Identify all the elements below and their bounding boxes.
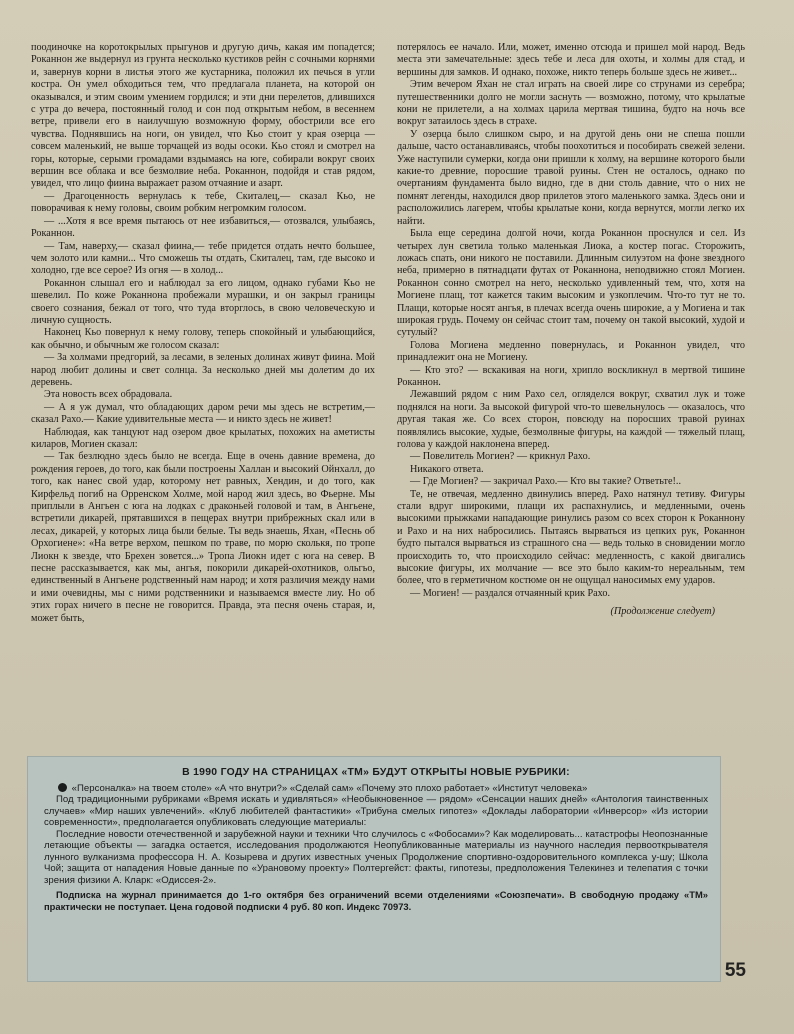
bullet-icon — [58, 783, 67, 792]
left-text-column — [31, 42, 375, 625]
paragraph: Этим вечером Яхан не стал играть на своей лире со струнами из серебра; путешественники долго не могли заснуть — возможно, потому, что крылатые кони не прилетели, а на холмах царила мертвая тишина, будто на ночь все вокруг затаилось здесь в страхе. — [397, 79, 745, 128]
announcement-box — [27, 756, 721, 982]
paragraph: — Там, наверху,— сказал фиина,— тебе придется отдать нечто большее, чем золото или камни... Что сможешь ты отдать, Скиталец, там, где высоко и холодно, где все серое? Из огня — в холод... — [31, 240, 375, 277]
paragraph: — Могиен! — раздался отчаянный крик Рахо. — [410, 587, 611, 599]
paragraph: поодиночке на коротокрылых прыгунов и другую дичь, какая им попадется; Роканнон же выдернул из грунта несколько кустиков рейн с сочными корнями и, завернув корни в листья этого же кустарника, положил их печься в угли костра. Он умел обходиться тем, что предлагала планета, на которой он оказывался, и этим своим умением гордился; и эти дни перелетов, длившихся с утра до вечера, постоянный голод и сон под открытым небом, в весеннем ветре, привели его в наилучшую возможную форму, обострили все его чувства. Поднявшись на ноги, он увидел, что Кьо стоит у края озерца — совсем маленький, не выше торчащей из воды осоки. Кьо стоял и смотрел на горы, которые, серыми громадами вздымаясь на юге, собирали вокруг своих вершин все облака и все безмолвие неба. Роканнон, подойдя и став рядом, увидел, что лицо фиина выражает разом отчаяние и азарт. — [31, 42, 375, 190]
paragraph: — Где Могиен? — закричал Рахо.— Кто вы такие? Ответьте!.. — [410, 476, 681, 488]
traditional-rubrics: Под традиционными рубриками «Время искать и удивляться» «Необыкновенное — рядом» «Сенсации наших дней» «Антология таинственных случаев» «Мир наших увлечений». «Клуб любителей фантастики» «Трибуна смелых гипотез» «Доклады лаборатории «Инверсор» «Из истории современности», предполагается опубликовать следующие материалы: — [44, 794, 708, 828]
materials-list: Последние новости отечественной и зарубежной науки и техники Что случилось с «Фобосами»? Как моделировать... катастрофы Неопознанные летающие объекты — загадка остается, исследования продолжаются Неопубликованные материалы из научного наследия первооткрывателя лунного вулканизма профессора Н. А. Козырева и других известных ученых Продолжение спортивно-оздоровительного комплекса у-шу; Школа Чой; защита от нападения Новые данные по «Урановому проекту» Полтергейст: факты, гипотезы, предположения Телекинез и телепатия с точки зрения физики А. Кларк: «Одиссея-2». — [44, 828, 708, 886]
paragraph: Наконец Кьо повернул к нему голову, теперь спокойный и улыбающийся, как обычно, и обычным же голосом сказал: — [31, 327, 375, 351]
paragraph: Никакого ответа. — [410, 463, 484, 475]
announcement-title: В 1990 ГОДУ НА СТРАНИЦАХ «ТМ» БУДУТ ОТКРЫТЫ НОВЫЕ РУБРИКИ: — [182, 767, 570, 778]
right-text-column — [397, 42, 745, 619]
paragraph: — Повелитель Могиен? — крикнул Рахо. — [410, 451, 591, 463]
new-rubrics — [44, 783, 708, 795]
paragraph: — А я уж думал, что обладающих даром речи мы здесь не встретим,— сказал Рахо.— Какие удивительные места — и никто здесь не живет! — [31, 401, 375, 426]
paragraph: У озерца было слишком сыро, и на другой день они не спеша пошли дальше, часто останавливаясь, чтобы поохотиться и пособирать свежей зелени. Уже наступили сумерки, когда они пришли к холму, на вершине которого были какие-то древние, поросшие травой руины. Стен не осталось, однако по очертаниям фундамента было видно, где в дни столь давние, что о них не помнят легенды, находился двор прилетов этого маленького замка. Здесь они и расположились лагерем, чтобы крылатые кони, когда вернутся, могли легко их найти. — [397, 128, 745, 227]
paragraph: — Кто это? — вскакивая на ноги, хрипло воскликнул в мертвой тишине Роканнон. — [397, 364, 745, 388]
to-be-continued: (Продолжение следует) — [610, 606, 715, 618]
paragraph: Те, не отвечая, медленно двинулись вперед. Рахо натянул тетиву. Фигуры стали вдруг широкими, плащи их распахнулись, и медленными, очень высокими прыжками нападающие ринулись разом со всех сторон к Роканнону и Рахо и на них набросились. Пытаясь вырваться из цепких рук, Роканнон будто пытался вырваться из страшного сна — ведь только в сновидении могло происходить то, что происходило сейчас: медленность, с какой двигались высокие фигуры, их молчание — все это было каким-то нереальным, тем более, что в герметичном костюме он не ощущал наносимых ему ударов. — [397, 488, 745, 587]
paragraph: Роканнон слышал его и наблюдал за его лицом, однако губами Кьо не шевелил. По коже Роканнона пробежали мурашки, и он закрыл границы своего сознания, бежал от того, что туда вторглось, в свою человеческую и личную сущность. — [31, 277, 375, 326]
paragraph: Наблюдая, как танцуют над озером двое крылатых, похожих на аметисты киларов, Могиен сказал: — [31, 426, 375, 450]
paragraph: — Драгоценность вернулась к тебе, Скиталец,— сказал Кьо, не поворачивая к нему головы, своим робким негромким голосом. — [31, 190, 375, 215]
paragraph: Была еще середина долгой ночи, когда Роканнон проснулся и сел. Из четырех лун светила только маленькая Лиока, а костер погас. Сторожить, ложась спать, они никого не поставили. Длинным силуэтом на фоне звездного неба, примерно в пятнадцати футах от Роканнона, неподвижно стоял Могиен. Роканнон сонно смотрел на него, несколько удивленный тем, что, хотя на Могиене плащ, тот кажется таким высоким и узкоплечим. Что-то тут не то. Плащи, которые носят ангья, в плечах всегда очень широкие, а у Могиена и так широкая грудь. Почему он сейчас стоит там, почему он такой высокий, худой и сутулый? — [397, 228, 745, 339]
paragraph: Эта новость всех обрадовала. — [44, 389, 173, 401]
paragraph: — ...Хотя я все время пытаюсь от нее избавиться,— отозвался, улыбаясь, Роканнон. — [31, 215, 375, 240]
new-rubrics-text: «Персоналка» на твоем столе» «А что внутри?» «Сделай сам» «Почему это плохо работает» «Институт человека» — [71, 782, 588, 794]
paragraph: потерялось ее начало. Или, может, именно отсюда и пришел мой народ. Ведь места эти замечательные: здесь тебе и леса для охоты, и холмы для стад, и вершины для замков. И однако, похоже, никто теперь больше здесь не живет... — [397, 42, 745, 78]
paragraph: Лежавший рядом с ним Рахо сел, огляделся вокруг, схватил лук и тоже поднялся на ноги. За высокой фигурой что-то шевельнулось — оказалось, что другая такая же. Со всех сторон, повсюду на поросших травой руинах появлялись высокие, худые, безмолвные фигуры, на каждой — тяжелый плащ, голова у каждой наклонена вперед. — [397, 389, 745, 450]
paragraph: Голова Могиена медленно повернулась, и Роканнон увидел, что принадлежит она не Могиену. — [397, 339, 745, 364]
subscription-note: Подписка на журнал принимается до 1-го октября без ограничений всеми отделениями «Союзпечати». В свободную продажу «ТМ» практически не поступает. Цена годовой подписки 4 руб. 80 коп. Индекс 70973. — [44, 889, 708, 912]
page-number: 55 — [724, 960, 746, 981]
paragraph: — Так безлюдно здесь было не всегда. Еще в очень давние времена, до рождения героев, до того, как были построены Халлан и высокий Ойнхалл, до того, как нанес свой удар, которому нет равных, Хендин, и до того, как Кирфельд погиб на Орренском Холме, мой народ жил здесь, во Фьерне. Мы приплыли в Ангьен с юга на лодках с драконьей головой и там, в Ангьене, встретили дикарей, прятавшихся в пещерах внутри прибрежных скал или в лесах, дикарей, у которых лица были белые. Ты ведь знаешь, Яхан, «Песнь об Орхогиене»: «На ветре верхом, пешком по траве, по морю сколькя, по тропе Лиокн к звезде, что Брехен зовется...» Тропа Лиокн идет с юга на север. В песне рассказывается, как мы, ангья, покорили дикарей-охотников, ольгьо, единственный в Ангьене родственный нам народ; и хотя различия между нами и ими очевидны, мы с ними родственники и называемся вместе лиу. Но об этих горах ничего в песне не говорится. Правда, эта песня очень старая, и, может быть, — [31, 451, 375, 624]
paragraph: — За холмами предгорий, за лесами, в зеленых долинах живут фиина. Мой народ любит долины и свет солнца. За несколько дней мы долетим до их деревень. — [31, 352, 375, 388]
